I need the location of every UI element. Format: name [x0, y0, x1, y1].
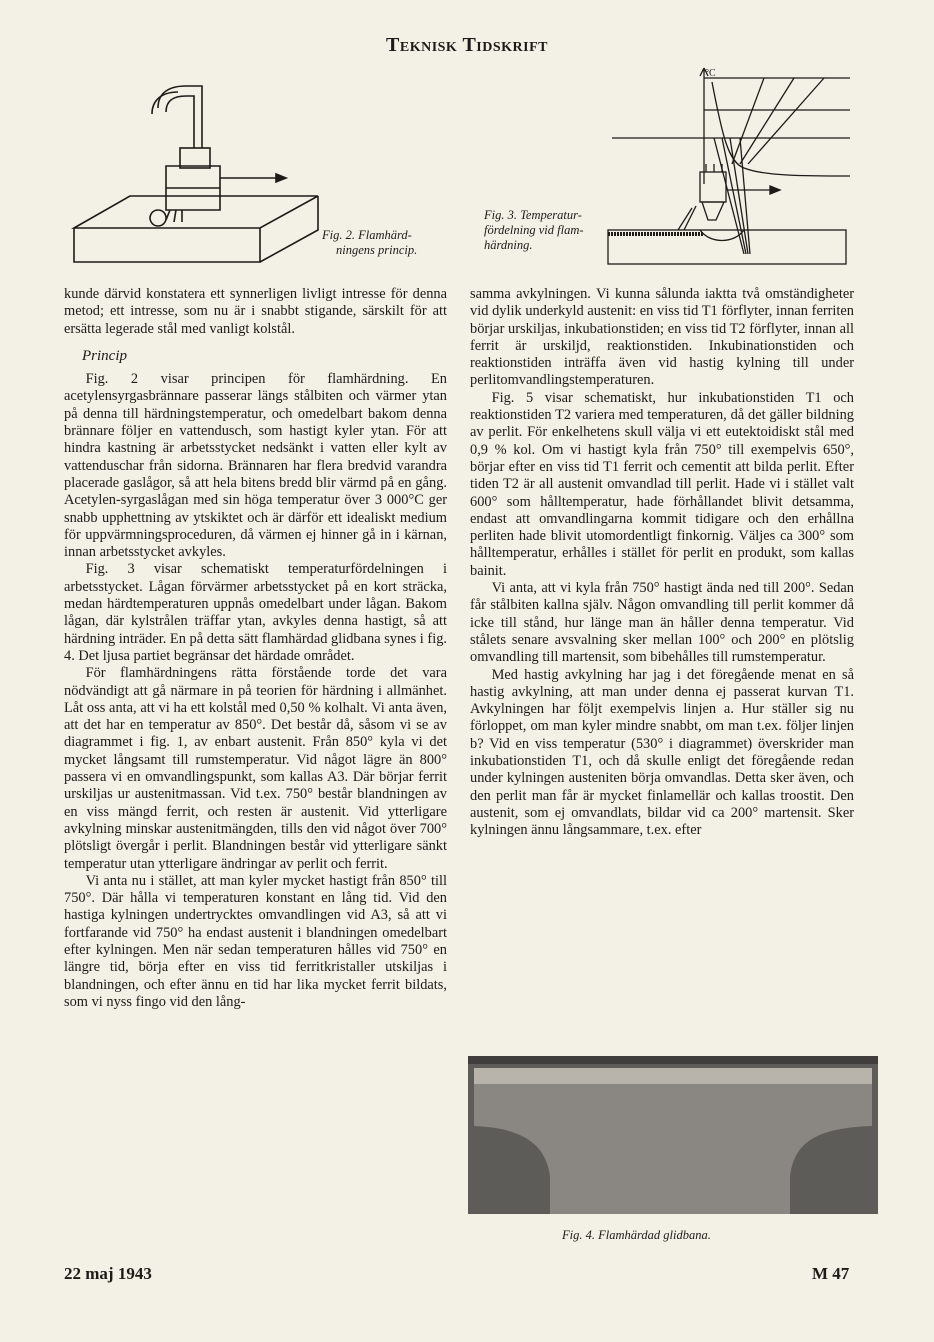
right-column — [470, 286, 854, 840]
paragraph: Vi anta, att vi kyla från 750° hastigt ända ned till 200°. Sedan får stålbiten kallna själv. Någon omvandling till perlit kommer då icke till stånd, hur länge man än håller denna temperatur. Vid stålets senare avsvalning sker mellan 100° och 200° en plötslig omvandling till martensit, som bibehålles till rumstemperatur. — [470, 580, 854, 666]
figure-3-temperature-diagram — [604, 64, 854, 270]
running-header: Teknisk Tidskrift — [386, 34, 548, 56]
figure-3-caption: Fig. 3. Temperatur- fördelning vid flam- härdning. — [484, 208, 584, 252]
figure-4-photo — [468, 1056, 878, 1214]
section-heading: Princip — [82, 347, 127, 364]
paragraph: Fig. 5 visar schematiskt, hur inkubationstiden T1 och reaktionstiden T2 variera med temperaturen, då det gäller bildning av perlit. För enkelhetens skull välja vi ett eutektoidiskt stål med 0,9 % kol. Om vi hastigt kyla från 750° till exempelvis 650°, börjar efter en viss tid T1 ferrit och cementit att bilda perlit. Efter tiden T2 är all austenit omvandlad till perlit. Hade vi i stället valt 600° som hålltemperatur, hade förhållandet blivit detsamma, endast att omvandlingarna kommit tidigare och den erhållna perliten hade blivit utomordentligt finkornig. Väljes ca 300° som hålltemperatur, erhålles i stället för perlit en produkt, som kallas bainit. — [470, 389, 854, 579]
figure-4-caption: Fig. 4. Flamhärdad glidbana. — [562, 1228, 711, 1242]
paragraph: Med hastig avkylning har jag i det föregående menat en så hastig avkylning, att man under denna ej passerat kurvan T1. Avkylningen har följt exempelvis linjen a. Hur ställer sig nu förloppet, om man kyler mindre snabbt, om man t.ex. följer linjen b? Vid en viss temperatur (530° i diagrammet) överskrider man inkubationstiden T1, och då skulle enligt det föregående redan under kylningen austeniten börja omvandlas. Detta sker även, och den perlit man får är mycket finlamellär och kallas troostit. Den austenit, som ej omvandlats, bildar vid ca 200° martensit. Sker kylningen ännu långsammare, t.ex. efter — [470, 666, 854, 839]
figure-2-caption: Fig. 2. Flamhärd- ningens princip. — [322, 228, 418, 257]
paragraph: Fig. 2 visar principen för flamhärdning. En acetylensyrgasbrännare passerar längs stålbiten och värmer ytan på denna till härdningstemperatur, och omedelbart bakom denna brännare följer en vattendusch, som hastigt kyler ytan. För att hindra kastning är arbetsstycket nedsänkt i vatten eller kylt av vattenduschar från sidorna. Brännaren har flera bredvid varandra placerade gaslågor, så att hela bitens bredd blir värmd på en gång. Acetylen-syrgaslågan med sin höga temperatur över 3 000°C ger snabb upphettning av ytskiktet och är därför ett idealiskt medium för uppvärmningsproceduren, då värmen ej hinner gå in i kärnan, innan arbetsstycket avkyles. — [64, 371, 447, 561]
left-column — [64, 286, 447, 1011]
figure-3-unit-label: °C — [705, 68, 716, 79]
paragraph: samma avkylningen. Vi kunna sålunda iaktta två omständigheter vid dylik underkyld austenit: en viss tid T1 förflyter, innan ferriten börjar urskiljas, inkubationstiden; en viss tid T2 förflyter, innan all ferrit är urskiljd, reaktionstiden. Inkubinationstiden och reaktionstiden inträffa även vid hastig kylning till under perlitomvandlingstemperaturen. — [470, 286, 854, 389]
figure-2-burner-diagram — [70, 78, 320, 268]
paragraph: kunde därvid konstatera ett synnerligen livligt intresse för denna metod; ett intresse, som nu är i snabbt stigande, särskilt för att ersätta legerade stål med vanligt kolstål. — [64, 286, 447, 337]
paragraph: Vi anta nu i stället, att man kyler mycket hastigt från 850° till 750°. Där hålla vi temperaturen konstant en lång tid. Vid den hastiga kylningen undertrycktes omvandlingen vid A3, så att vi fortfarande vid 750° ha endast austenit i blandningen omedelbart efter kylningen. Men när sedan temperaturen hålles vid 750° en längre tid, börja efter en viss tid ferritkristaller utskiljas i blandningen, och efter ännu en tid har lika mycket ferrit bildats, som vi nyss fingo vid den lång- — [64, 872, 447, 1010]
paragraph: Fig. 3 visar schematiskt temperaturfördelningen i arbetsstycket. Lågan förvärmer arbetsstycket på en kort sträcka, medan härdtemperaturen uppnås omedelbart under lågan. Bakom lågan, där kylstrålen träffar ytan, avkyles denna hastigt, så att härdning inträder. En på detta sätt flamhärdad glidbana synes i fig. 4. Det ljusa partiet begränsar det härdade området. — [64, 561, 447, 664]
paragraph: För flamhärdningens rätta förstående torde det vara nödvändigt att gå närmare in på teorien för härdning i allmänhet. Låt oss anta, att vi ha ett kolstål med 0,50 % kolhalt. Vi anta även, att det har en temperatur av 850°. Det består då, såsom vi se av diagrammet i fig. 1, av enbart austenit. Från 850° kyla vi det mycket långsamt till rumstemperatur. Vid något lägre än 800° passera vi en omvandlingspunkt, som kallas A3. Där börjar ferrit urskiljas ur austenitmassan. Vid t.ex. 750° består blandningen av en viss mängd ferrit, och resten är austenit. Vid ytterligare avkylning minskar austenitmängden, tills den vid något över 700° plötsligt övergår i perlit. Blandningen består vid ytterligare sänkt temperatur utan ytterligare ändringar av perlit och ferrit. — [64, 665, 447, 872]
page-date: 22 maj 1943 — [64, 1264, 152, 1283]
page-number: M 47 — [812, 1264, 850, 1283]
